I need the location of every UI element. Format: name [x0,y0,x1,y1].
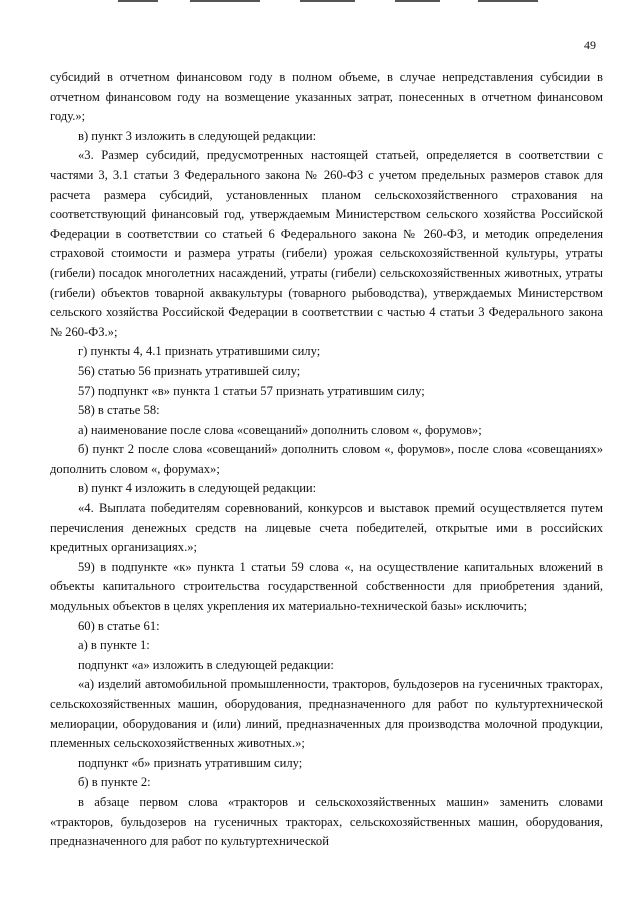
paragraph: «4. Выплата победителям соревнований, конкурсов и выставок премий осуществляется путем перечисления денежных средств на лицевые счета победителей, открытые ими в российских кредитных организациях.»; [50,501,603,555]
paragraph: 56) статью 56 признать утратившей силу; [78,363,301,378]
paragraph: 59) в подпункте «к» пункта 1 статьи 59 слова «, на осуществление капитальных вложений в объекты капитального строительства государственной собственности для приобретения зданий, модульных объектов в целях укрепления их материально-технической базы» исключить; [50,559,603,614]
paragraph: субсидий в отчетном финансовом году в полном объеме, в случае непредставления субсидии в отчетном финансовом году на возмещение указанных затрат, понесенных в отчетном финансовом году.»; [50,70,603,124]
paragraph: подпункт «б» признать утратившим силу; [78,755,303,770]
paragraph: б) в пункте 2: [78,775,151,790]
page-number: 49 [584,38,596,52]
document-body [50,68,603,852]
paragraph: в) пункт 4 изложить в следующей редакции: [78,481,317,496]
paragraph: 57) подпункт «в» пункта 1 статьи 57 признать утратившим силу; [78,383,425,398]
paragraph: подпункт «а» изложить в следующей редакции: [78,657,334,672]
paragraph: «а) изделий автомобильной промышленности, тракторов, бульдозеров на гусеничных тракторах, сельскохозяйственных машин, оборудования, предназначенного для работ по культуртехнической мелиорации, оборудования и (или) линий, предназначенных для производства молочной продукции, племенных сельскохозяйственных животных.»; [50,677,603,751]
paragraph: в) пункт 3 изложить в следующей редакции: [78,128,317,143]
paragraph: 58) в статье 58: [78,403,160,418]
paragraph: а) в пункте 1: [78,638,150,653]
paragraph: в абзаце первом слова «тракторов и сельскохозяйственных машин» заменить словами «тракторов, бульдозеров на гусеничных тракторах, сельскохозяйственных машин, оборудования, предназначенного для работ по культуртехнической [50,794,603,849]
paragraph: «3. Размер субсидий, предусмотренных настоящей статьей, определяется в соответствии с частями 3, 3.1 статьи 3 Федерального закона № 260-ФЗ с учетом предельных размеров ставок для расчета размера субсидий, установленных планом сельскохозяйственного страхования на соответствующий финансовый год, утверждаемым Министерством сельского хозяйства Российской Федерации в соответствии со статьей 6 Федерального закона № 260-ФЗ, и методик определения страховой стоимости и размера утраты (гибели) урожая сельскохозяйственной культуры, утраты (гибели) посадок многолетних насаждений, утраты (гибели) сельскохозяйственных животных, утраты (гибели) объектов товарной аквакультуры (товарного рыбоводства), утверждаемых Министерством сельского хозяйства Российской Федерации в соответствии с частью 4 статьи 3 Федерального закона № 260-ФЗ.»; [50,148,603,339]
paragraph: 60) в статье 61: [78,618,160,633]
scan-top-edge-marks [0,0,634,6]
paragraph: б) пункт 2 после слова «совещаний» дополнить словом «, форумов», после слова «совещаниях» дополнить словом «, форумах»; [50,442,603,476]
paragraph: г) пункты 4, 4.1 признать утратившими силу; [78,344,321,359]
paragraph: а) наименование после слова «совещаний» дополнить словом «, форумов»; [78,422,482,437]
